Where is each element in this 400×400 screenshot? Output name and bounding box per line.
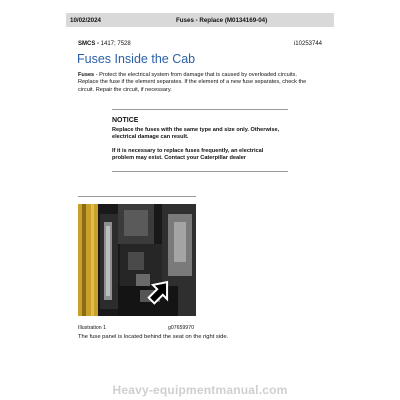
watermark: Heavy-equipmentmanual.com — [112, 383, 288, 397]
illustration-top-rule — [78, 196, 196, 197]
page-header — [66, 13, 334, 27]
notice-title: NOTICE — [112, 117, 139, 124]
document-id: i10253744 — [293, 41, 322, 47]
fuses-term: Fuses — [78, 72, 95, 78]
cab-photo-drawing — [78, 204, 196, 316]
illustration-label: Illustration 1 — [78, 325, 106, 331]
notice-text-2-line-1: If it is necessary to replace fuses frequently, an electrical — [112, 148, 264, 154]
notice-text-1 — [112, 127, 292, 141]
header-date: 10/02/2024 — [70, 17, 101, 24]
paragraph-line-3: circuit. Repair the circuit, if necessary. — [78, 86, 172, 93]
illustration-id: g07659970 — [168, 325, 194, 331]
section-heading: Fuses Inside the Cab — [77, 52, 196, 66]
paragraph-line-2: Replace the fuse if the element separates. If the element of a new fuse separates, check the — [78, 79, 307, 86]
fuse-panel-illustration — [78, 204, 196, 316]
smcs-values: 1417; 7528 — [100, 41, 131, 47]
header-title: Fuses - Replace (M0134169-04) — [176, 17, 268, 24]
smcs-label: SMCS - — [78, 41, 99, 47]
notice-text-1-line-1: Replace the fuses with the same type and size only. Otherwise, — [112, 127, 280, 133]
notice-text-1-line-2: electrical damage can result. — [112, 134, 189, 141]
notice-text-2 — [112, 148, 292, 162]
notice-top-rule — [112, 109, 288, 110]
smcs-codes — [78, 41, 131, 47]
paragraph-line-1: - Protect the electrical system from damage that is caused by overloaded circuits. — [94, 72, 297, 78]
fuses-description — [78, 72, 328, 94]
notice-bottom-rule — [112, 171, 288, 172]
notice-text-2-line-2: problem may exist. Contact your Caterpillar dealer — [112, 155, 246, 162]
illustration-caption: The fuse panel is located behind the seat on the right side. — [78, 334, 229, 340]
